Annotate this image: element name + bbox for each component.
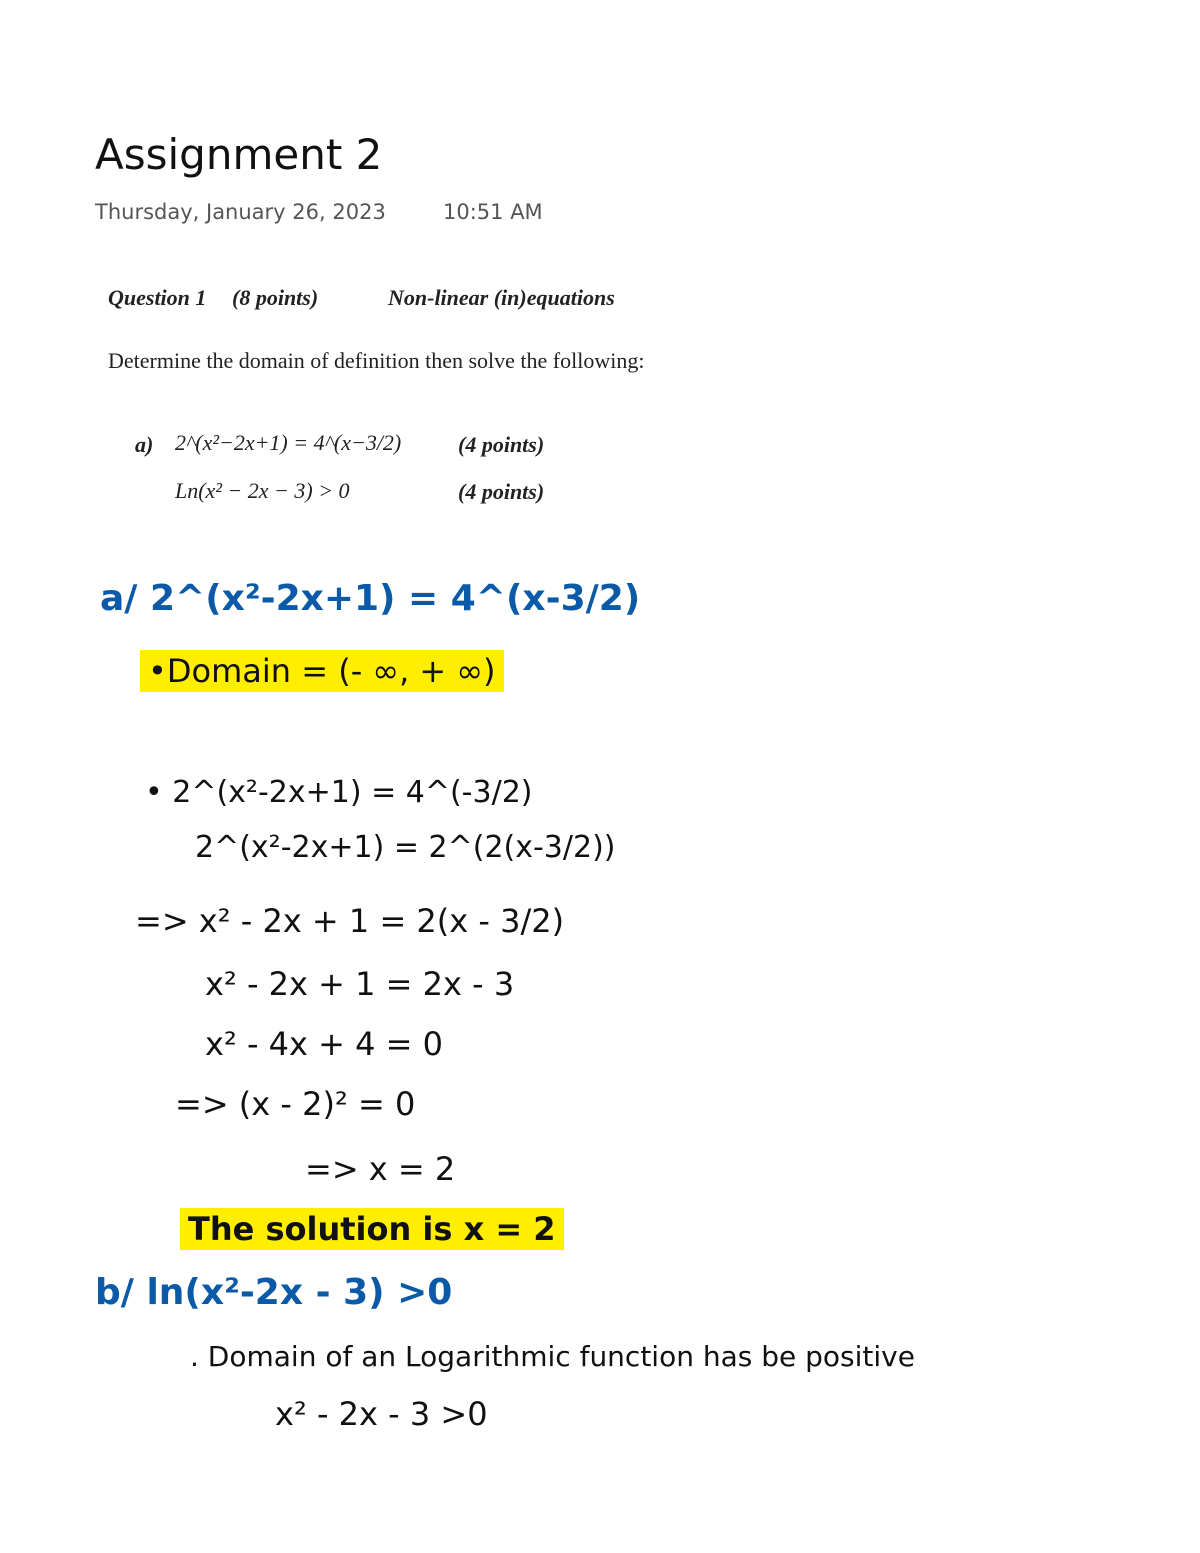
note-line-7: => x = 2 xyxy=(305,1150,456,1188)
question-label: Question 1 xyxy=(108,285,207,310)
page-date: Thursday, January 26, 2023 xyxy=(95,200,386,224)
note-a-domain: •Domain = (- ∞, + ∞) xyxy=(140,650,504,692)
part-a-points: (4 points) xyxy=(458,432,545,457)
note-line-5: x² - 4x + 4 = 0 xyxy=(205,1025,443,1063)
note-line-1: • 2^(x²-2x+1) = 4^(-3/2) xyxy=(145,775,533,810)
part-b-inequality: Ln(x² − 2x − 3) > 0 xyxy=(175,478,350,503)
question-instruction: Determine the domain of definition then solve the following: xyxy=(108,348,645,373)
note-b-line: x² - 2x - 3 >0 xyxy=(275,1395,488,1433)
note-line-4: x² - 2x + 1 = 2x - 3 xyxy=(205,965,515,1003)
page-time: 10:51 AM xyxy=(443,200,543,224)
part-a-label: a) xyxy=(135,432,154,457)
note-b-heading: b/ ln(x²-2x - 3) >0 xyxy=(95,1272,453,1313)
part-b-points: (4 points) xyxy=(458,479,545,504)
question-points: (8 points) xyxy=(232,285,319,310)
page-title: Assignment 2 xyxy=(95,130,383,179)
note-solution: The solution is x = 2 xyxy=(180,1208,564,1250)
question-topic: Non-linear (in)equations xyxy=(388,285,615,310)
note-line-2: 2^(x²-2x+1) = 2^(2(x-3/2)) xyxy=(195,830,616,865)
note-line-3: => x² - 2x + 1 = 2(x - 3/2) xyxy=(135,902,565,940)
part-a-equation: 2^(x²−2x+1) = 4^(x−3/2) xyxy=(175,430,402,455)
note-b-domain: . Domain of an Logarithmic function has be positive xyxy=(190,1340,915,1373)
note-line-6: => (x - 2)² = 0 xyxy=(175,1085,416,1123)
note-a-heading: a/ 2^(x²-2x+1) = 4^(x-3/2) xyxy=(100,578,641,619)
